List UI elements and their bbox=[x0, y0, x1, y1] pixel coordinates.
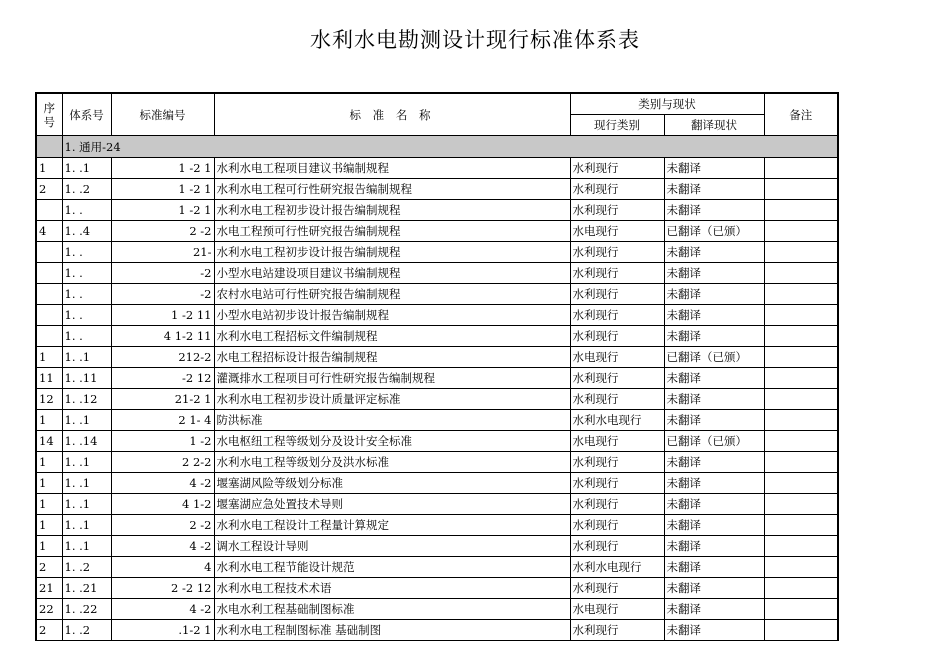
cell-translation-status: 未翻译 bbox=[664, 515, 764, 536]
cell-std-no: 2 -2 bbox=[111, 221, 214, 242]
cell-translation-status: 未翻译 bbox=[664, 368, 764, 389]
cell-std-no: 212-2 bbox=[111, 347, 214, 368]
cell-system-no: 1. .4 bbox=[62, 221, 111, 242]
table-row bbox=[36, 620, 838, 641]
cell-remarks bbox=[764, 389, 838, 410]
header-translation-status: 翻译现状 bbox=[664, 115, 764, 136]
cell-seq bbox=[36, 305, 62, 326]
table-row bbox=[36, 578, 838, 599]
cell-current-category: 水电现行 bbox=[570, 431, 664, 452]
table-row bbox=[36, 473, 838, 494]
cell-system-no: 1. .1 bbox=[62, 536, 111, 557]
cell-std-name: 水电枢纽工程等级划分及设计安全标准 bbox=[214, 431, 570, 452]
cell-seq bbox=[36, 284, 62, 305]
table-row bbox=[36, 599, 838, 620]
cell-remarks bbox=[764, 179, 838, 200]
table-row bbox=[36, 200, 838, 221]
cell-remarks bbox=[764, 410, 838, 431]
cell-translation-status: 未翻译 bbox=[664, 410, 764, 431]
cell-current-category: 水利现行 bbox=[570, 578, 664, 599]
cell-remarks bbox=[764, 263, 838, 284]
cell-translation-status: 未翻译 bbox=[664, 599, 764, 620]
cell-remarks bbox=[764, 284, 838, 305]
cell-translation-status: 未翻译 bbox=[664, 284, 764, 305]
cell-system-no: 1. .2 bbox=[62, 179, 111, 200]
table-row bbox=[36, 305, 838, 326]
header-system-no: 体系号 bbox=[62, 93, 111, 136]
cell-remarks bbox=[764, 620, 838, 641]
cell-remarks bbox=[764, 599, 838, 620]
cell-translation-status: 未翻译 bbox=[664, 536, 764, 557]
cell-std-name: 农村水电站可行性研究报告编制规程 bbox=[214, 284, 570, 305]
cell-seq: 14 bbox=[36, 431, 62, 452]
cell-system-no: 1. . bbox=[62, 242, 111, 263]
cell-system-no: 1. . bbox=[62, 284, 111, 305]
cell-current-category: 水电现行 bbox=[570, 599, 664, 620]
cell-translation-status: 未翻译 bbox=[664, 200, 764, 221]
cell-system-no: 1. . bbox=[62, 305, 111, 326]
cell-seq: 22 bbox=[36, 599, 62, 620]
cell-current-category: 水利现行 bbox=[570, 515, 664, 536]
cell-translation-status: 已翻译（已颁） bbox=[664, 347, 764, 368]
cell-seq: 2 bbox=[36, 557, 62, 578]
cell-std-name: 堰塞湖风险等级划分标准 bbox=[214, 473, 570, 494]
cell-std-no: 4 -2 bbox=[111, 536, 214, 557]
cell-remarks bbox=[764, 158, 838, 179]
cell-current-category: 水电现行 bbox=[570, 221, 664, 242]
cell-remarks bbox=[764, 326, 838, 347]
cell-std-name: 水电工程预可行性研究报告编制规程 bbox=[214, 221, 570, 242]
cell-system-no: 1. . bbox=[62, 326, 111, 347]
cell-system-no: 1. .2 bbox=[62, 620, 111, 641]
cell-system-no: 1. .12 bbox=[62, 389, 111, 410]
cell-remarks bbox=[764, 578, 838, 599]
header-std-name: 标 准 名 称 bbox=[214, 93, 570, 136]
cell-std-name: 水利水电工程节能设计规范 bbox=[214, 557, 570, 578]
cell-std-name: 水利水电工程初步设计报告编制规程 bbox=[214, 200, 570, 221]
cell-system-no: 1. .22 bbox=[62, 599, 111, 620]
cell-current-category: 水利水电现行 bbox=[570, 557, 664, 578]
cell-std-no: 2 1- 4 bbox=[111, 410, 214, 431]
cell-remarks bbox=[764, 221, 838, 242]
cell-std-no: 1 -2 1 bbox=[111, 179, 214, 200]
cell-system-no: 1. .1 bbox=[62, 494, 111, 515]
cell-std-name: 水电水利工程基础制图标准 bbox=[214, 599, 570, 620]
cell-system-no: 1. .1 bbox=[62, 515, 111, 536]
cell-current-category: 水利现行 bbox=[570, 389, 664, 410]
cell-std-no: 4 bbox=[111, 557, 214, 578]
cell-seq: 1 bbox=[36, 452, 62, 473]
header-std-no: 标准编号 bbox=[111, 93, 214, 136]
cell-translation-status: 未翻译 bbox=[664, 578, 764, 599]
cell-remarks bbox=[764, 473, 838, 494]
cell-std-no: 2 -2 bbox=[111, 515, 214, 536]
table-row bbox=[36, 284, 838, 305]
cell-seq bbox=[36, 200, 62, 221]
header-remarks: 备注 bbox=[764, 93, 838, 136]
cell-seq bbox=[36, 242, 62, 263]
cell-std-name: 灌溉排水工程项目可行性研究报告编制规程 bbox=[214, 368, 570, 389]
cell-system-no: 1. .1 bbox=[62, 410, 111, 431]
cell-remarks bbox=[764, 452, 838, 473]
cell-std-no: -2 bbox=[111, 263, 214, 284]
cell-system-no: 1. .2 bbox=[62, 557, 111, 578]
header-category-status: 类别与现状 bbox=[570, 93, 764, 115]
cell-std-no: 1 -2 1 bbox=[111, 200, 214, 221]
cell-current-category: 水利现行 bbox=[570, 263, 664, 284]
cell-std-name: 水利水电工程招标文件编制规程 bbox=[214, 326, 570, 347]
cell-remarks bbox=[764, 431, 838, 452]
cell-remarks bbox=[764, 305, 838, 326]
table-row bbox=[36, 536, 838, 557]
cell-seq: 11 bbox=[36, 368, 62, 389]
table-row bbox=[36, 431, 838, 452]
cell-remarks bbox=[764, 515, 838, 536]
cell-current-category: 水利现行 bbox=[570, 536, 664, 557]
cell-seq bbox=[36, 263, 62, 284]
cell-current-category: 水利现行 bbox=[570, 242, 664, 263]
cell-translation-status: 未翻译 bbox=[664, 557, 764, 578]
cell-std-no: 1 -2 11 bbox=[111, 305, 214, 326]
cell-translation-status: 未翻译 bbox=[664, 158, 764, 179]
cell-std-name: 水利水电工程初步设计报告编制规程 bbox=[214, 242, 570, 263]
table-row bbox=[36, 221, 838, 242]
table-row bbox=[36, 158, 838, 179]
cell-current-category: 水利现行 bbox=[570, 368, 664, 389]
cell-std-name: 小型水电站建设项目建议书编制规程 bbox=[214, 263, 570, 284]
cell-current-category: 水利现行 bbox=[570, 305, 664, 326]
cell-current-category: 水利水电现行 bbox=[570, 410, 664, 431]
cell-translation-status: 未翻译 bbox=[664, 326, 764, 347]
cell-remarks bbox=[764, 242, 838, 263]
cell-std-name: 水利水电工程制图标准 基础制图 bbox=[214, 620, 570, 641]
cell-system-no: 1. .1 bbox=[62, 473, 111, 494]
cell-std-no: 1 -2 1 bbox=[111, 158, 214, 179]
cell-std-no: 4 -2 bbox=[111, 599, 214, 620]
cell-std-no: 2 -2 12 bbox=[111, 578, 214, 599]
cell-seq: 12 bbox=[36, 389, 62, 410]
cell-current-category: 水利现行 bbox=[570, 158, 664, 179]
cell-current-category: 水利现行 bbox=[570, 179, 664, 200]
cell-current-category: 水利现行 bbox=[570, 494, 664, 515]
cell-current-category: 水利现行 bbox=[570, 473, 664, 494]
page-title: 水利水电勘测设计现行标准体系表 bbox=[310, 28, 640, 52]
cell-translation-status: 未翻译 bbox=[664, 620, 764, 641]
cell-seq: 2 bbox=[36, 179, 62, 200]
cell-seq: 1 bbox=[36, 494, 62, 515]
table-row bbox=[36, 494, 838, 515]
cell-translation-status: 未翻译 bbox=[664, 389, 764, 410]
cell-std-no: 21- bbox=[111, 242, 214, 263]
cell-system-no: 1. . bbox=[62, 200, 111, 221]
table-row bbox=[36, 347, 838, 368]
table-row bbox=[36, 515, 838, 536]
cell-translation-status: 未翻译 bbox=[664, 263, 764, 284]
cell-std-no: 1 -2 bbox=[111, 431, 214, 452]
cell-translation-status: 已翻译（已颁） bbox=[664, 221, 764, 242]
section-label: 1. 通用-24 bbox=[62, 136, 838, 158]
cell-std-no: 4 -2 bbox=[111, 473, 214, 494]
cell-system-no: 1. .21 bbox=[62, 578, 111, 599]
cell-system-no: 1. .14 bbox=[62, 431, 111, 452]
cell-std-no: .1-2 1 bbox=[111, 620, 214, 641]
cell-current-category: 水利现行 bbox=[570, 620, 664, 641]
cell-translation-status: 未翻译 bbox=[664, 452, 764, 473]
cell-translation-status: 未翻译 bbox=[664, 305, 764, 326]
cell-system-no: 1. .1 bbox=[62, 158, 111, 179]
cell-seq: 1 bbox=[36, 347, 62, 368]
cell-system-no: 1. .1 bbox=[62, 347, 111, 368]
cell-seq: 21 bbox=[36, 578, 62, 599]
table-row bbox=[36, 452, 838, 473]
cell-current-category: 水利现行 bbox=[570, 326, 664, 347]
cell-seq bbox=[36, 326, 62, 347]
cell-translation-status: 未翻译 bbox=[664, 494, 764, 515]
cell-std-no: 21-2 1 bbox=[111, 389, 214, 410]
cell-std-name: 水利水电工程设计工程量计算规定 bbox=[214, 515, 570, 536]
cell-translation-status: 未翻译 bbox=[664, 242, 764, 263]
cell-seq: 1 bbox=[36, 410, 62, 431]
standards-table bbox=[35, 92, 839, 641]
cell-system-no: 1. . bbox=[62, 263, 111, 284]
table-row bbox=[36, 242, 838, 263]
header-current-category: 现行类别 bbox=[570, 115, 664, 136]
cell-current-category: 水利现行 bbox=[570, 452, 664, 473]
cell-std-name: 调水工程设计导则 bbox=[214, 536, 570, 557]
cell-remarks bbox=[764, 200, 838, 221]
cell-remarks bbox=[764, 557, 838, 578]
cell-remarks bbox=[764, 536, 838, 557]
cell-std-name: 小型水电站初步设计报告编制规程 bbox=[214, 305, 570, 326]
cell-std-name: 水利水电工程等级划分及洪水标准 bbox=[214, 452, 570, 473]
cell-seq: 1 bbox=[36, 473, 62, 494]
cell-seq: 2 bbox=[36, 620, 62, 641]
cell-current-category: 水利现行 bbox=[570, 284, 664, 305]
table-row bbox=[36, 389, 838, 410]
cell-system-no: 1. .11 bbox=[62, 368, 111, 389]
table-row bbox=[36, 263, 838, 284]
cell-std-no: 2 2-2 bbox=[111, 452, 214, 473]
cell-std-name: 水利水电工程技术术语 bbox=[214, 578, 570, 599]
cell-std-name: 水利水电工程项目建议书编制规程 bbox=[214, 158, 570, 179]
cell-std-no: 4 1-2 bbox=[111, 494, 214, 515]
cell-current-category: 水利现行 bbox=[570, 200, 664, 221]
cell-std-name: 水电工程招标设计报告编制规程 bbox=[214, 347, 570, 368]
cell-remarks bbox=[764, 347, 838, 368]
cell-translation-status: 已翻译（已颁） bbox=[664, 431, 764, 452]
cell-std-name: 堰塞湖应急处置技术导则 bbox=[214, 494, 570, 515]
table-row bbox=[36, 557, 838, 578]
table-row bbox=[36, 368, 838, 389]
cell-translation-status: 未翻译 bbox=[664, 179, 764, 200]
cell-std-no: 4 1-2 11 bbox=[111, 326, 214, 347]
header-seq: 序号 bbox=[36, 93, 62, 136]
cell-std-name: 水利水电工程可行性研究报告编制规程 bbox=[214, 179, 570, 200]
cell-current-category: 水电现行 bbox=[570, 347, 664, 368]
table-row bbox=[36, 326, 838, 347]
table-row bbox=[36, 410, 838, 431]
cell-remarks bbox=[764, 368, 838, 389]
cell-system-no: 1. .1 bbox=[62, 452, 111, 473]
cell-seq: 1 bbox=[36, 158, 62, 179]
cell-std-name: 水利水电工程初步设计质量评定标准 bbox=[214, 389, 570, 410]
cell-seq: 1 bbox=[36, 515, 62, 536]
cell-std-name: 防洪标准 bbox=[214, 410, 570, 431]
table-row bbox=[36, 179, 838, 200]
cell-std-no: -2 12 bbox=[111, 368, 214, 389]
cell-seq: 1 bbox=[36, 536, 62, 557]
cell-remarks bbox=[764, 494, 838, 515]
cell-std-no: -2 bbox=[111, 284, 214, 305]
cell-seq: 4 bbox=[36, 221, 62, 242]
cell-translation-status: 未翻译 bbox=[664, 473, 764, 494]
